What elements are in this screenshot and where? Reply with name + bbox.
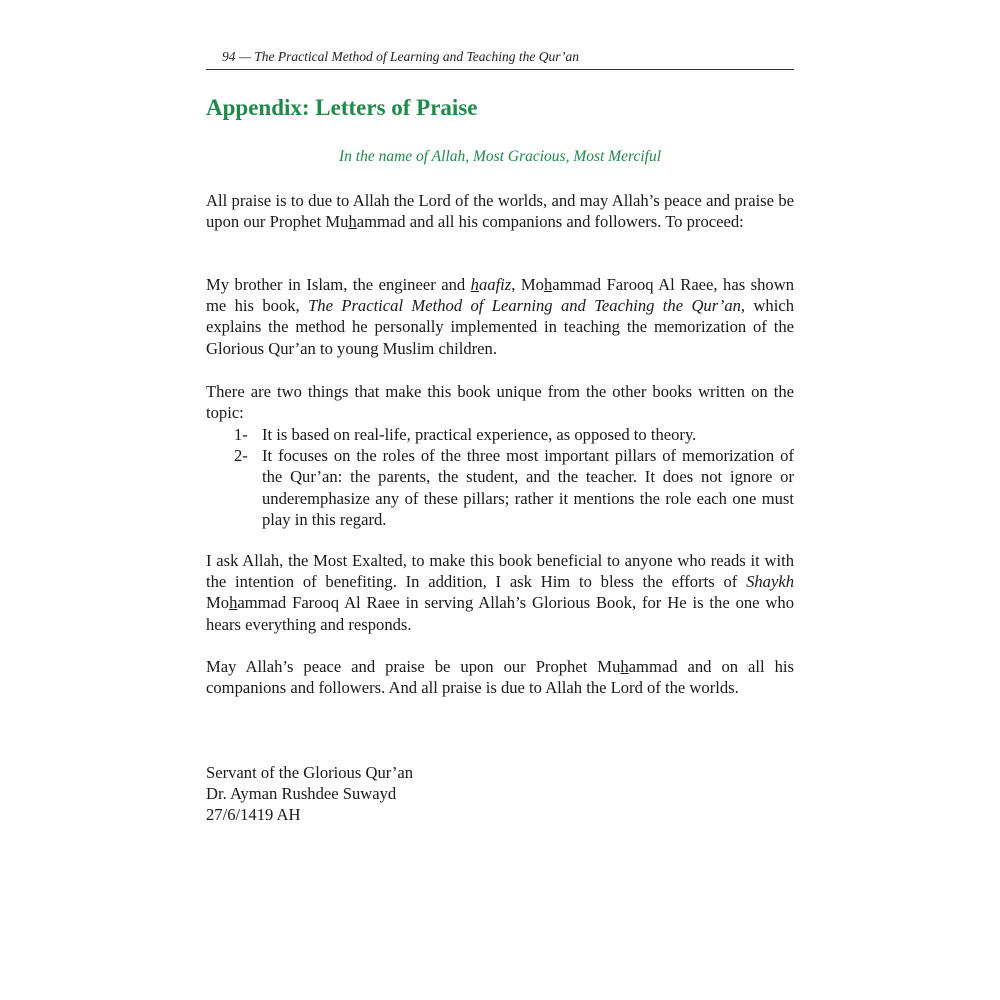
paragraph-unique: There are two things that make this book unique from the other books written on the topic: <box>206 382 794 423</box>
paragraph-closing-part2: ammad and on all his companions and followers. And all praise is due to Allah the Lord of the worlds. <box>206 657 794 698</box>
paragraph-opening <box>206 190 794 232</box>
haafiz-rest: aafiz <box>478 275 512 294</box>
unique-points-list <box>206 424 794 530</box>
haafiz-underlined-letter: h <box>470 275 479 294</box>
paragraph-book-intro-part2: , Mo <box>511 275 544 294</box>
underlined-letter: h <box>229 593 238 613</box>
list-item <box>206 424 794 445</box>
paragraph-closing-part1: May Allah’s peace and praise be upon our Prophet Mu <box>206 657 621 676</box>
signature-date: 27/6/1419 AH <box>206 805 301 825</box>
underlined-letter: h <box>348 212 357 232</box>
paragraph-supplication <box>206 550 794 635</box>
running-header: 94 — The Practical Method of Learning and Teaching the Qur’an <box>222 49 579 64</box>
paragraph-book-intro-part3: ammad Farooq Al Raee, has shown me his book, <box>206 275 794 316</box>
list-item-text: It focuses on the roles of the three most important pillars of memorization of the Qur’an: the parents, the student, and the teacher. It does not ignore or underemphasize any of these pillars; rather it mentions the role each one must play in this regard. <box>262 446 794 529</box>
paragraph-supplication-part2: Mo <box>206 593 230 613</box>
paragraph-supplication-part1: I ask Allah, the Most Exalted, to make this book beneficial to anyone who reads it with the intention of benefiting. In addition, I ask Him to bless the efforts of <box>206 551 794 592</box>
haafiz-term <box>471 275 512 294</box>
paragraph-closing <box>206 656 794 698</box>
list-item-text: It is based on real-life, practical experience, as opposed to theory. <box>262 425 697 444</box>
paragraph-opening-part1: All praise is to due to Allah the Lord of the worlds, and may Allah’s peace and praise be upon our Prophet Mu <box>206 191 794 232</box>
page-title: Appendix: Letters of Praise <box>206 95 478 120</box>
header-rule <box>206 69 794 70</box>
list-item-number: 2- <box>234 446 248 466</box>
paragraph-book-intro-part4: , which explains the method he personally implemented in teaching the memorization of the Glorious Qur’an to young Muslim children. <box>206 296 794 358</box>
basmala: In the name of Allah, Most Gracious, Most Merciful <box>338 148 662 165</box>
paragraph-book-intro <box>206 274 794 359</box>
shaykh-term: Shaykh <box>746 572 794 592</box>
paragraph-supplication-part3: ammad Farooq Al Raee in serving Allah’s Glorious Book, for He is the one who hears everything and responds. <box>206 593 794 634</box>
list-item-number: 1- <box>234 425 248 444</box>
signature-block <box>206 762 413 826</box>
underlined-letter: h <box>620 657 629 676</box>
paragraph-opening-part2: ammad and all his companions and followers. To proceed: <box>356 212 744 232</box>
book-title: The Practical Method of Learning and Teaching the Qur’an <box>308 296 741 316</box>
signature-line-1: Servant of the Glorious Qur’an <box>206 763 414 782</box>
signature-name: Dr. Ayman Rushdee Suwayd <box>206 784 397 804</box>
list-item <box>206 445 794 530</box>
paragraph-book-intro-part1: My brother in Islam, the engineer and <box>206 275 471 294</box>
book-page <box>206 0 794 1000</box>
underlined-letter: h <box>543 275 553 294</box>
